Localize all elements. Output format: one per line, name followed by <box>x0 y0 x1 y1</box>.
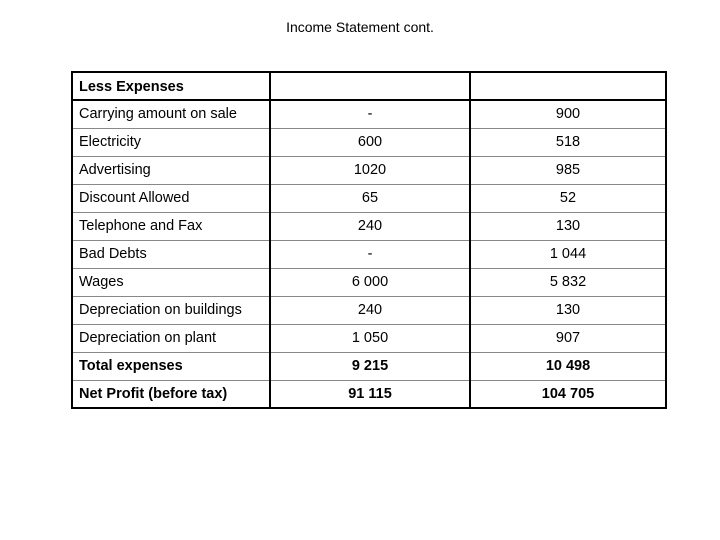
table-row <box>72 184 666 212</box>
row-value-col-1: 240 <box>270 212 470 240</box>
row-label: Telephone and Fax <box>72 212 270 240</box>
row-label: Total expenses <box>72 352 270 380</box>
row-label: Discount Allowed <box>72 184 270 212</box>
row-value-col-1: 600 <box>270 128 470 156</box>
net-profit-row <box>72 380 666 408</box>
row-value-col-2: 130 <box>470 296 666 324</box>
row-value-col-1: - <box>270 240 470 268</box>
table-row <box>72 156 666 184</box>
row-value-col-1: - <box>270 100 470 128</box>
row-value-col-1: 6 000 <box>270 268 470 296</box>
header-col-1 <box>270 72 470 100</box>
row-label: Wages <box>72 268 270 296</box>
table-row <box>72 324 666 352</box>
row-label: Depreciation on plant <box>72 324 270 352</box>
table-row <box>72 128 666 156</box>
row-value-col-2: 518 <box>470 128 666 156</box>
table-row <box>72 240 666 268</box>
row-value-col-2: 104 705 <box>470 380 666 408</box>
row-value-col-2: 52 <box>470 184 666 212</box>
row-label: Net Profit (before tax) <box>72 380 270 408</box>
row-value-col-2: 130 <box>470 212 666 240</box>
row-value-col-2: 985 <box>470 156 666 184</box>
row-label: Electricity <box>72 128 270 156</box>
row-value-col-2: 1 044 <box>470 240 666 268</box>
row-value-col-1: 1020 <box>270 156 470 184</box>
row-value-col-1: 91 115 <box>270 380 470 408</box>
table-row <box>72 100 666 128</box>
row-value-col-1: 240 <box>270 296 470 324</box>
row-value-col-2: 10 498 <box>470 352 666 380</box>
table-header-row <box>72 72 666 100</box>
row-value-col-1: 65 <box>270 184 470 212</box>
header-col-2 <box>470 72 666 100</box>
page-title: Income Statement cont. <box>286 19 434 35</box>
row-value-col-2: 907 <box>470 324 666 352</box>
row-value-col-2: 900 <box>470 100 666 128</box>
table-row <box>72 268 666 296</box>
total-expenses-row <box>72 352 666 380</box>
row-label: Advertising <box>72 156 270 184</box>
row-value-col-1: 9 215 <box>270 352 470 380</box>
row-label: Bad Debts <box>72 240 270 268</box>
row-value-col-1: 1 050 <box>270 324 470 352</box>
section-heading: Less Expenses <box>72 72 270 100</box>
row-label: Carrying amount on sale <box>72 100 270 128</box>
row-label: Depreciation on buildings <box>72 296 270 324</box>
row-value-col-2: 5 832 <box>470 268 666 296</box>
table-row <box>72 212 666 240</box>
table-row <box>72 296 666 324</box>
income-statement-table <box>71 71 667 409</box>
